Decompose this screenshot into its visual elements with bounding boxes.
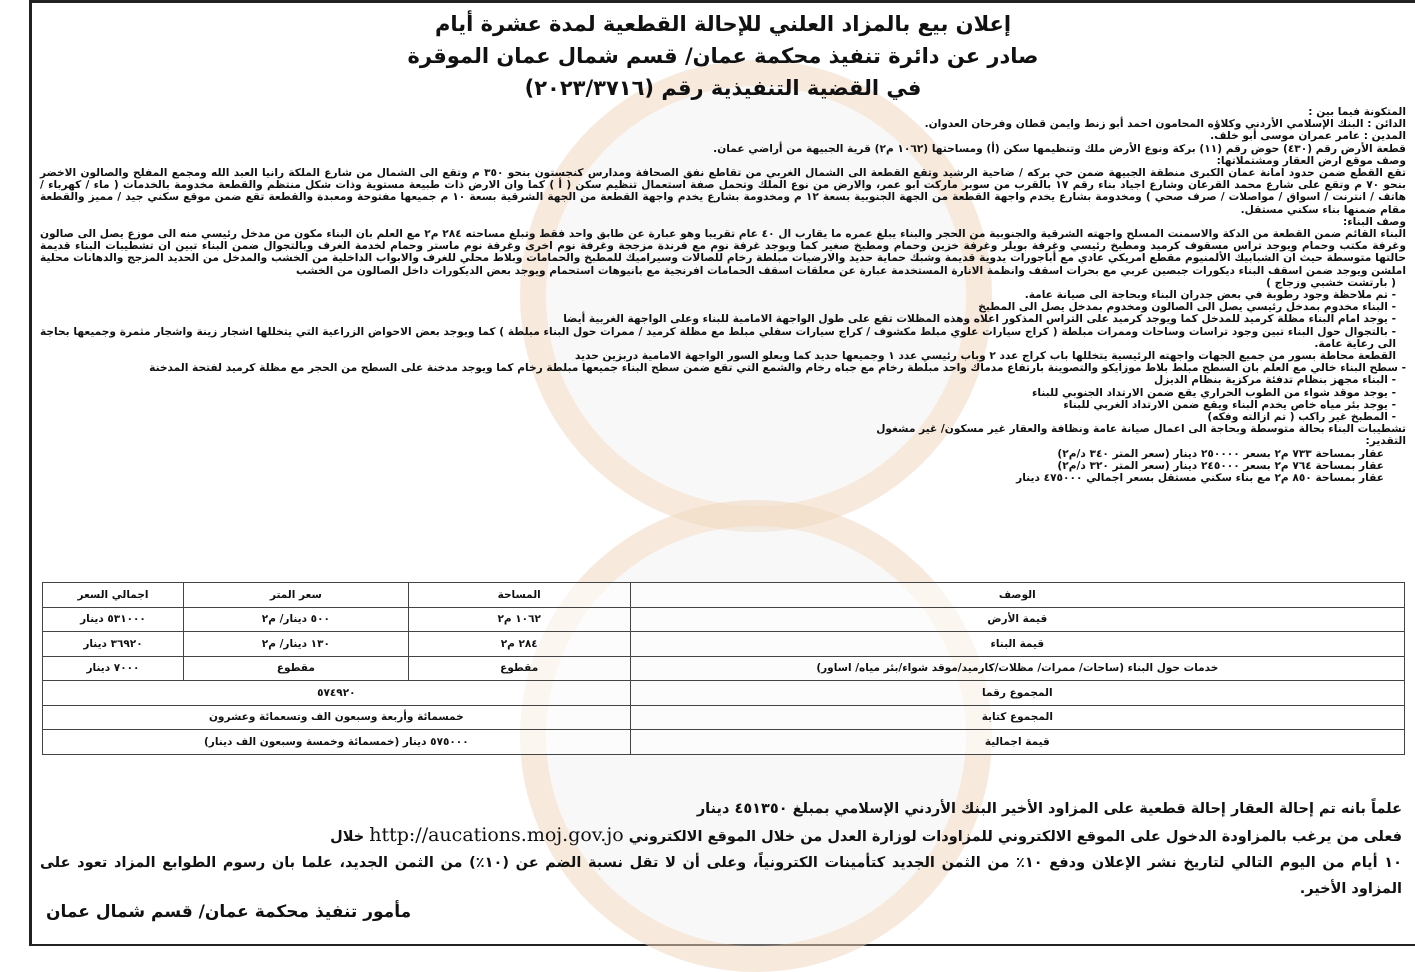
section-heading: التقدير:: [1365, 435, 1406, 448]
section-heading: وصف البناء:: [1342, 215, 1406, 228]
list-item: - سطح البناء خالي مع العلم بان السطح مبلط بلاط موزايكو والتصوينة بارتفاع مدماك واحد مبلطة رخام مع جباه رخام والشمع التي تقع ضمن سطح البناء جميعها مبلطة رخام كما ويوجد مدخنة على السطح من الحجر مع مظلة كرميد لفتحة المدخنة: [149, 362, 1406, 375]
estimate: عقار بمساحة ٨٥٠ م٢ مع بناء سكني مستقل بسعر اجمالي ٤٧٥٠٠٠ دينار: [1016, 472, 1384, 485]
title-line: إعلان بيع بالمزاد العلني للإحالة القطعية لمدة عشرة أيام: [434, 12, 1012, 36]
land-plot: قطعة الأرض رقم (٤٣٠) حوض رقم (١١) بركة ونوع الأرض ملك وتنظيمها سكن (أ) ومساحتها (١٠٦٢ م٢) قرية الجبيهة من أراضي عمان.: [713, 142, 1406, 155]
list-item: - البناء مجهز بنظام تدفئة مركزية بنظام الديزل: [1154, 374, 1396, 387]
list-item: - يوجد امام البناء مظلة كرميد للمدخل كما ويوجد كرميد على التراس المذكور اعلاه وهذه المظلات تقع على طول الواجهة الامامية للبناء وعلى الواجهة الغربية أيضا: [563, 313, 1396, 326]
table-cell: ٢٨٤ م٢: [408, 632, 630, 657]
bidding-text: فعلى من يرغب بالمزاودة الدخول على الموقع الالكتروني للمزاودات لوزارة العدل من خلال الموقع الالكتروني: [628, 829, 1402, 845]
summary-label: المجموع رقما: [630, 681, 1404, 706]
notice-content: [40, 8, 1406, 484]
notice-title: [40, 8, 1406, 104]
table-cell: ٧٠٠٠ دينار: [43, 656, 184, 681]
section-heading: وصف موقع ارض العقار ومشتملاتها:: [1216, 154, 1406, 167]
list-item: - البناء مخدوم بمدخل رئيسي يصل الى الصالون ومخدوم بمدخل يصل الى المطبخ: [978, 301, 1396, 314]
table-cell: مقطوع: [183, 656, 408, 681]
summary-row: [43, 681, 1405, 706]
bidding-text: خلال: [330, 829, 365, 845]
table-cell: ٥٣١٠٠٠ دينار: [43, 607, 184, 632]
summary-row: [43, 705, 1405, 730]
table-cell: ٣٦٩٢٠ دينار: [43, 632, 184, 657]
body-paragraph: تشطيبات البناء بحالة متوسطة وبحاجة الى اعمال صيانة عامة ونظافة والعقار غير مسكون/ غير مشغول: [876, 423, 1406, 436]
list-item: القطعة محاطة بسور من جميع الجهات واجهته الرئيسية يتخللها باب كراج عدد ٢ وباب رئيسي عدد ١ وجميعها حديد كما ويعلو السور الواجهة الامامية دربزين حديد: [574, 350, 1396, 363]
table-cell: ١٠٦٢ م٢: [408, 607, 630, 632]
auction-website-link[interactable]: http://aucations.moj.gov.jo: [369, 824, 624, 846]
column-header: الوصف: [630, 583, 1404, 608]
notice-footer: [40, 796, 1402, 902]
summary-value: خمسمائة وأربعة وسبعون الف وتسعمائة وعشرون: [43, 705, 631, 730]
title-line: صادر عن دائرة تنفيذ محكمة عمان/ قسم شمال عمان الموقرة: [407, 44, 1039, 68]
valuation-table: [42, 582, 1405, 755]
list-item: - يوجد موقد شواء من الطوب الحراري يقع ضمن الارتداد الجنوبي للبناء: [1031, 386, 1396, 399]
list-item: - بالتجوال حول البناء تبين وجود تراسات وساحات وممرات مبلطة ( كراج سيارات علوي مبلط مكشوف / كراج سيارات سفلي مبلط مع مظلة كرميد / ممرات حول البناء مبلطة ) كما ويوجد بعض الاحواض الزراعية التي يتخللها اشجار زينة واشجار مثمرة وجميعها بحاجة الى رعاية عامة.: [40, 325, 1396, 350]
bidding-instructions: [40, 822, 1402, 850]
summary-label: قيمة اجمالية: [630, 730, 1404, 755]
summary-value: ٥٧٥٠٠٠ دينار (خمسمائة وخمسة وسبعون الف دينار): [43, 730, 631, 755]
summary-label: المجموع كتابة: [630, 705, 1404, 730]
signature: مأمور تنفيذ محكمة عمان/ قسم شمال عمان: [46, 902, 412, 922]
table-cell: ٥٠٠ دينار/ م٢: [183, 607, 408, 632]
body-paragraph: البناء القائم ضمن القطعة من الدكة والاسمنت المسلح واجهته الشرقية والجنوبية من الحجر والبناء يبلغ عمره ما يقارب ال ٤٠ عام تقريبا وهو عبارة عن طابق واحد فقط وتبلغ مساحته ٢٨٤ م٢ مع العلم بان البناء مكون من مدخل رئيسي منه الى موزع يصل الى صالون وغرفة مكتب وحمام ويوجد تراس مسقوف كرميد ومطبخ رئيسي وغرفة بويلر وغرفة خزين وحمام ومطبخ صغير كما ويوجد غرفة نوم مع فرندة مزججة وغرفة نوم اخرى وغرفة نوم ماستر وحمام لخدمة الغرف وبالتجوال ضمن البناء تبين ان تشطيبات البناء قديمة حالتها متوسطة حيث ان الشبابيك الألمنيوم مقطع امريكي عادي مع أباجورات يدوية قديمة وشبك حماية حديد والارضيات مبلطة رخام للصالات وسيراميك للمطبخ والحمامات وبلاط محلي للغرف والابواب الداخلية من الخشب والمدخل من الحديد المزجج والدهانات محلية املشن ويوجد ضمن اسقف البناء ديكورات جبصين عربي مع بحرات اسقف وانظمة الانارة المستخدمة عبارة عن معلقات اسقف الحمامات افرنجية مع بانيوهات استحمام ويوجد بعض الديكورات داخل الصالون من الخشب: [40, 228, 1406, 277]
body-paragraph: المتكونة فيما بين :: [1308, 106, 1406, 118]
table-header-row: [43, 583, 1405, 608]
debtor: المدين : عامر عمران موسى أبو خلف.: [1210, 130, 1406, 143]
table-row: [43, 632, 1405, 657]
estimate: عقار بمساحة ٧٣٣ م٢ بسعر ٢٥٠٠٠٠ دينار (سعر المتر ٣٤٠ د/م٢): [1057, 447, 1384, 460]
table-row: [43, 656, 1405, 681]
list-item: - تم ملاحظة وجود رطوبة في بعض جدران البناء وبحاجة الى صيانة عامة.: [1024, 289, 1396, 302]
column-header: اجمالي السعر: [43, 583, 184, 608]
table-cell: ١٣٠ دينار/ م٢: [183, 632, 408, 657]
body-paragraph: تقع القطع ضمن حدود امانة عمان الكبرى منطقة الجبيهة ضمن حي بركه / ضاحية الرشيد وتقع القطعة الى الشمال الغربي من تقاطع نفق الصحافة ومدارس كنجستون بنحو ٣٥٠ م وتقع الى الشمال من شارع الملكة رانيا العبد الله ومجمع المفلح والصالون الاخضر بنحو ٧٠ م وتقع على شارع محمد القرعان وشارع اجياد بناء رقم ١٧ بالقرب من سوبر ماركت ابو عمر، والارض من نوع الملك وتحمل صفة استعمال تنظيم سكن ( أ ) كما وان الارض ذات طبيعة مستوية وذات شكل منتظم والقطعة مخدومة بالخدمات ( ماء / كهرباء / هاتف / انترنت / اسواق / مواصلات / صرف صحي ) ومخدومة بشارع يخدم واجهة القطعة من الجهة الجنوبية بسعة ١٢ م ومخدومة بشارع يخدم واجهة القطعة من الجهة الشرقية بسعة ١٠ م جميعها مفتوحة ومعبدة والقطعة تقع ضمن موقع سكني جيد / مميز والقطعة مقام ضمنها بناء سكني مستقل.: [40, 167, 1406, 216]
notice-body: [40, 106, 1406, 484]
table-cell: خدمات حول البناء (ساحات/ ممرات/ مظلات/كارميد/موقد شواء/بئر مياه/ اساور): [630, 656, 1404, 681]
column-header: سعر المتر: [183, 583, 408, 608]
title-line: في القضية التنفيذية رقم (٢٠٢٣/٣٧١٦): [524, 76, 922, 100]
summary-value: ٥٧٤٩٢٠: [43, 681, 631, 706]
table-cell: قيمة البناء: [630, 632, 1404, 657]
bidding-terms: ١٠ أيام من اليوم التالي لتاريخ نشر الإعلان ودفع ١٠٪ من الثمن الجديد كتأمينات الكترونياً، وعلى أن لا تقل نسبة الضم عن (١٠٪) من الثمن الجديد، علما بان رسوم الطوابع المزاد تعود على المزاود الأخير.: [40, 855, 1402, 897]
summary-row: [43, 730, 1405, 755]
table-cell: قيمة الأرض: [630, 607, 1404, 632]
table-cell: مقطوع: [408, 656, 630, 681]
list-item: - المطبخ غير راكب ( تم ازالته وفكه): [1207, 411, 1396, 424]
list-item: - يوجد بئر مياه خاص يخدم البناء ويقع ضمن الارتداد الغربي للبناء: [1063, 398, 1396, 411]
creditor: الدائن : البنك الإسلامي الأردني وكلاؤه المحامون احمد أبو زنط وايمن قطان وفرحان العدوان.: [924, 118, 1406, 131]
table-row: [43, 607, 1405, 632]
column-header: المساحة: [408, 583, 630, 608]
award-note: علماً بانه تم إحالة العقار إحالة قطعية على المزاود الأخير البنك الأردني الإسلامي بمبلغ ٤٥١٣٥٠ دينار: [696, 801, 1402, 817]
estimate: عقار بمساحة ٧٦٤ م٢ بسعر ٢٤٥٠٠٠ دينار (سعر المتر ٣٢٠ د/م٢): [1057, 459, 1384, 472]
body-paragraph: ( بارتشت خشبي وزجاج ): [1266, 276, 1396, 289]
